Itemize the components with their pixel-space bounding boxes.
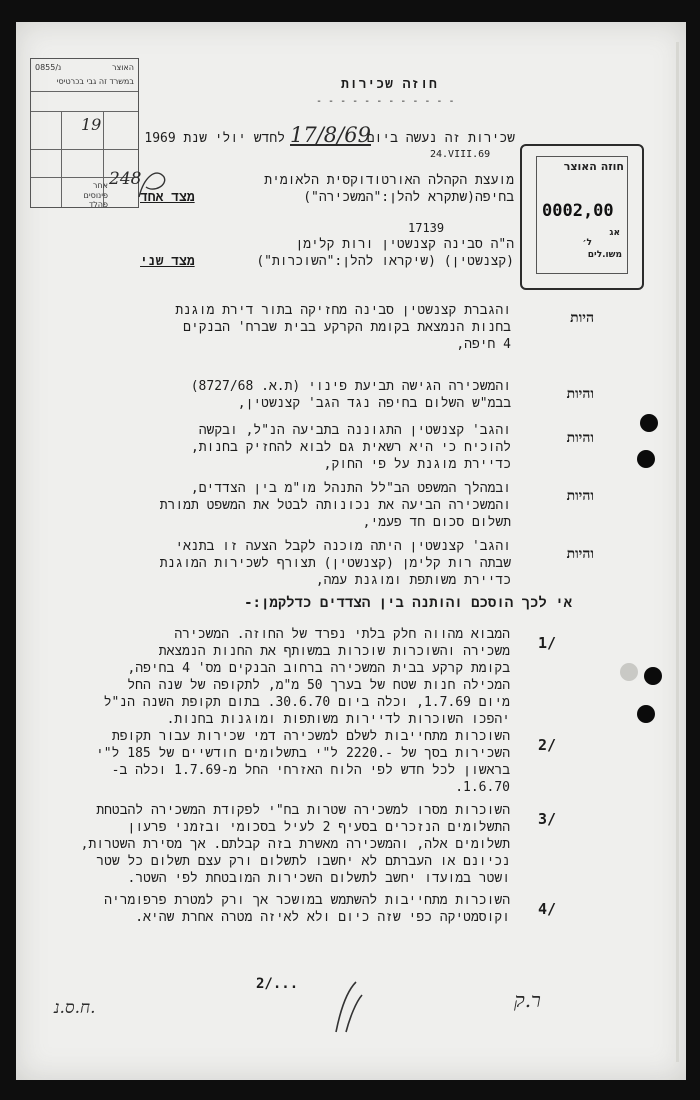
receipt-stamp — [30, 58, 142, 209]
signature-mark — [316, 977, 376, 1037]
recital-4-line-2: והמשכירה הביעה את נכונותה לבטל את המשפט תמורת — [159, 498, 511, 513]
clause-3-line-2: התשלומים הנזכרים בסעיף 2 לעיל בסכומי ובזמני פרעון — [127, 820, 510, 835]
clause-number: 1/ — [538, 634, 557, 652]
recital-5-line-2: שבתה רות קלימן (קצנשטין) תצורף לשכירות המוגנת — [159, 556, 511, 571]
receipt-number: 19 — [81, 115, 102, 134]
clause-3-line-1: השוכרות מסרו למשכירה שטרות בח"י לפקודת המשכירה להבטחת — [96, 803, 510, 818]
second-party-line-1: ה"ה סבינה קצנשטין ורות קלימן — [295, 237, 514, 252]
revenue-stamp — [520, 144, 644, 290]
handwritten-initials-right: ר.ק — [514, 988, 541, 1012]
recital-1-line-1: והגברת קצנשטין סבינה מחזיקה בתור דירת מוגנת — [175, 303, 511, 318]
recital-label: והיות — [566, 386, 594, 402]
clause-number: 2/ — [538, 736, 557, 754]
header-line-suffix: לחדש יולי שנת 1969 — [144, 131, 285, 146]
initials-left: ח.ס.נ. — [54, 998, 96, 1018]
first-party-line-1: מועצת הקהלה האורטודוקסית הלאומית — [264, 173, 514, 188]
clause-3-line-3: תשלומים אלה, והמשכירה מאשרת בזה קבלתם. אך מסירת השטרות, — [80, 837, 510, 852]
punch-hole — [637, 450, 655, 468]
recital-label: והיות — [566, 430, 594, 446]
revenue-stamp-title: חוזה האוצר — [563, 160, 624, 173]
clause-2-line-2: השכירות בסך של -.2220 ל"י בתשלומים חודשיים של 185 ל"י — [96, 746, 510, 761]
recital-label: והיות — [566, 488, 594, 504]
receipt-header-right: האוצר — [111, 63, 134, 72]
document-page: האוצר נ/0855 במשרד זה גבי בכרטיסי 19 248 אחר פינוסים פהלד חוזה האוצר 0002,00 אג ל׳ משו.לים חוזה שכירות - - - - - - - - - - - - שכירות זה נעשה ביום 17/8/69 לחדש יולי שנת 1969 24.VIII.69 מועצת הקהלה האורטודוקסית הלאומית בחיפה(שתקרא להלן:"המשכירה") מצד אחד 17139 ה"ה סבינה קצנשטין ורות קלימן (קצנשטין) (שיקראו להלן:"השוכרות") מצד שני היות והגברת קצנשטין סבינה מחזיקה בתור דירת מוגנת בחנות הנמצאת בקומת הקרקע בבית שברח' הבנקים 4 חיפה, והיות והמשכירה הגישה תביעת פינוי (ת.א. 8727/68) בבמ"ש השלום בחיפה נגד הגב' קצנשטין, והיות והגב' קצנשטין התגוננה בתביעה הנ"ל, ובקשה להוכיח כי היא רשאית גם לבוא להחזיק בחנות, כדיירת מוגנת על פי החוק, והיות ובמהלך המשפט הב"לל התנהל מו"מ בין הצדדים, והמשכירה הביעה את נכונותה לבטל את המשפט תמורת תשלום סכום חד פעמי, והיות והגב' קצנשטין היתה מוכנה לקבל הצעה זו בתנאי שבתה רות קלימן (קצנשטין) תצורף לשכירות המוגנת כדיירת משותפת ומוגנת עמה, אי לכך הוסכם והותנה בין הצדדים כדלקמן:- 1/ המבוא מהווה חלק בלתי נפרד של החוזה. המשכירה משכירה והשוכרות שוכרות במשותף את החנות הנמצאת בקומת קרקע בבית המשכירה ברחוב הבנקים מס' 4 בחיפה, המכילה חנות שטח של בערך 50 מ"מ, לתקופה של שנה החל מיום 1.7.69, וכלה ביום 30.6.70. בתום תקופת השנה הנ"ל יהפכו השוכרות לדיירות משותפות ומוגנות בחנות. 2/ השוכרות מתחייבות לשלם למשכירה דמי שכירות עבור תקופת השכירות בסך של -.2220 ל"י בתשלומים חודשיים של 185 ל"י בראשון לכל חדש לפי הלוח האזרחי החל מ-1.7.69 וכלה ב- 1.6.70. 3/ השוכרות מסרו למשכירה שטרות בח"י לפקודת המשכירה להבטחת התשלומים הנזכרים בסעיף 2 לעיל בסכומי ובזמני פרעון תשלומים אלה, והמשכירה מאשרת בזה קבלתם. אך מסירת השטרות, נכיונם או העברתם לא יחשבו לתשלום ורק עצם תשלום כל שטר ושטר במועדו יחשב לתשלום השכירות המובטחת לפי השטר. 4/ השוכרות מתחייבות להשתמש במושכר אך ורק למטרת פרפומריה וקוסמטיקה כפי שזה כיום ולא לאיזה מטרה אחרת שהיא. 2/... ח.ס.נ. ר.ק — [16, 22, 686, 1080]
recital-label: היות — [570, 310, 594, 326]
recital-4-line-1: ובמהלך המשפט הב"לל התנהל מו"מ בין הצדדים, — [190, 481, 511, 496]
receipt-footer-3: פהלד — [88, 200, 108, 209]
receipt-handwritten-no: 248 — [109, 169, 142, 189]
recital-3-line-3: כדיירת מוגנת על פי החוק, — [323, 457, 511, 472]
second-party-line-2: (קצנשטין) (שיקראו להלן:"השוכרות") — [256, 254, 514, 269]
receipt-header-left: נ/0855 — [35, 63, 62, 72]
revenue-stamp-code-1: אג — [609, 228, 620, 238]
clause-1-line-4: המכילה חנות שטח של בערך 50 מ"מ, לתקופה של שנה החל — [127, 678, 510, 693]
handwritten-date: 17/8/69 — [290, 123, 371, 147]
clause-number: 3/ — [538, 810, 557, 828]
recital-label: והיות — [566, 546, 594, 562]
clause-1-line-6: יהפכו השוכרות לדיירות משותפות ומוגנות בחנות. — [166, 712, 510, 727]
recital-3-line-2: להוכיח כי היא רשאית גם לבוא להחזיק בחנות, — [190, 440, 511, 455]
document-title: חוזה שכירות — [341, 77, 438, 92]
recital-3-line-1: והגב' קצנשטין התגוננה בתביעה הנ"ל, ובקשה — [198, 423, 511, 438]
recital-4-line-3: תשלום סכום חד פעמי, — [362, 515, 511, 530]
recital-5-line-1: והגב' קצנשטין היתה מוכנה לקבל הצעה זו בתנאי — [175, 539, 511, 554]
revenue-stamp-code-2: ל׳ — [582, 238, 592, 248]
revenue-stamp-footer: משו.לים — [587, 250, 622, 260]
clause-1-line-1: המבוא מהווה חלק בלתי נפרד של החוזה. המשכירה — [174, 627, 510, 642]
recital-1-line-2: בחנות הנמצאת בקומת הקרקע בבית שברח' הבנקים — [183, 320, 511, 335]
clause-2-line-1: השוכרות מתחייבות לשלם למשכירה דמי שכירות עבור תקופת — [111, 729, 510, 744]
page-continuation-mark: 2/... — [256, 976, 299, 992]
receipt-footer-1: אחר — [92, 181, 108, 190]
header-line-prefix: שכירות זה נעשה ביום — [366, 131, 515, 146]
clause-3-line-4: נכיונם או העברתם לא יחשבו לתשלום ורק עצם תשלום כל שטר — [96, 854, 510, 869]
clause-number: 4/ — [538, 900, 557, 918]
clause-2-line-4: 1.6.70. — [455, 780, 510, 795]
clause-2-line-3: בראשון לכל חדש לפי הלוח האזרחי החל מ-1.7.69 וכלה ב- — [111, 763, 510, 778]
recital-5-line-3: כדיירת משותפת ומוגנת עמה, — [315, 573, 511, 588]
punch-hole — [640, 414, 658, 432]
recital-2-line-1: והמשכירה הגישה תביעת פינוי (ת.א. 8727/68) — [190, 379, 511, 394]
agreement-heading: אי לכך הוסכם והותנה בין הצדדים כדלקמן:- — [244, 595, 572, 611]
second-party-label: מצד שני — [140, 254, 195, 269]
second-party-number: 17139 — [408, 221, 445, 235]
clause-1-line-5: מיום 1.7.69, וכלה ביום 30.6.70. בתום תקופת השנה הנ"ל — [103, 695, 510, 710]
revenue-stamp-amount: 0002,00 — [542, 201, 614, 221]
clause-1-line-2: משכירה והשוכרות שוכרות במשותף את החנות הנמצאת — [158, 644, 510, 659]
punch-hole — [620, 663, 638, 681]
clause-4-line-1: השוכרות מתחייבות להשתמש במושכר אך ורק למטרת פרפומריה — [104, 893, 510, 908]
recital-2-line-2: בבמ"ש השלום בחיפה נגד הגב' קצנשטין, — [237, 396, 511, 411]
punch-hole — [644, 667, 662, 685]
first-party-line-2: בחיפה(שתקרא להלן:"המשכירה") — [303, 190, 514, 205]
receipt-footer-2: פינוסים — [83, 191, 108, 200]
recital-1-line-3: 4 חיפה, — [456, 337, 511, 352]
date-stamp: 24.VIII.69 — [430, 149, 491, 160]
clause-4-line-2: וקוסמטיקה כפי שזה כיום ולא לאיזה מטרה אחרת שהיא. — [135, 910, 510, 925]
clause-3-line-5: ושטר במועדו יחשב לתשלום השכירות המובטחת לפי השטר. — [127, 871, 510, 886]
receipt-subheader: במשרד זה גבי בכרטיסי — [56, 77, 134, 86]
punch-hole — [637, 705, 655, 723]
first-party-label: מצד אחד — [140, 190, 195, 205]
signature-mark — [134, 157, 174, 207]
clause-1-line-3: בקומת קרקע בבית המשכירה ברחוב הבנקים מס' 4 בחיפה, — [127, 661, 510, 676]
